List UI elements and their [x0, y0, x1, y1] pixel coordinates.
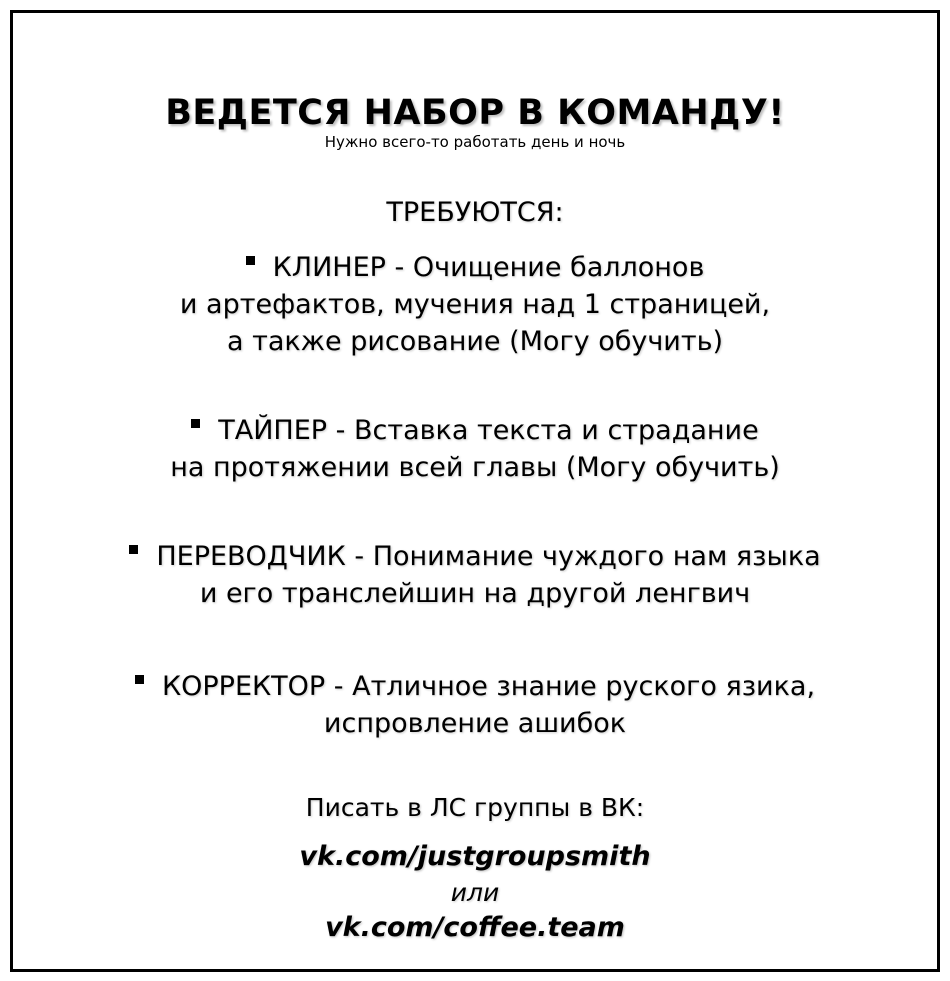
- role-cleaner-name: КЛИНЕР: [272, 252, 386, 283]
- role-typer-desc1: - Вставка текста и страдание: [327, 415, 759, 446]
- contact-label: Писать в ЛС группы в ВК:: [305, 793, 645, 822]
- role-cleaner-line1: [13, 249, 937, 286]
- role-proofreader-line1: [13, 668, 937, 705]
- role-cleaner: [13, 249, 937, 360]
- role-translator-name: ПЕРЕВОДЧИК: [156, 541, 346, 572]
- role-translator-desc2: и его транслейшин на другой ленгвич: [199, 578, 751, 609]
- role-translator: [13, 538, 937, 612]
- bullet-icon: [129, 545, 138, 554]
- bullet-icon: [246, 256, 255, 265]
- role-cleaner-desc2: и артефактов, мучения над 1 страницей,: [179, 289, 771, 320]
- page-subtitle: Нужно всего-то работать день и ночь: [324, 133, 626, 151]
- bullet-icon: [191, 419, 200, 428]
- page-title: ВЕДЕТСЯ НАБОР В КОМАНДУ!: [165, 93, 785, 133]
- role-cleaner-desc1: - Очищение баллонов: [385, 252, 705, 283]
- role-typer: [13, 412, 937, 486]
- role-proofreader: [13, 668, 937, 742]
- role-typer-name: ТАЙПЕР: [218, 415, 328, 446]
- role-cleaner-desc3: а также рисование (Могу обучить): [226, 326, 724, 357]
- role-translator-line1: [13, 538, 937, 575]
- role-proofreader-name: КОРРЕКТОР: [161, 671, 326, 702]
- bullet-icon: [135, 675, 144, 684]
- vk-link-coffee-team[interactable]: vk.com/coffee.team: [325, 912, 625, 943]
- role-proofreader-desc1: - Атличное знание руского язика,: [325, 671, 816, 702]
- or-separator: или: [450, 878, 500, 907]
- vk-link-justgroupsmith[interactable]: vk.com/justgroupsmith: [299, 841, 651, 872]
- role-proofreader-desc2: испровление ашибок: [323, 708, 627, 739]
- poster-frame: [10, 10, 940, 972]
- required-heading: ТРЕБУЮТСЯ:: [386, 197, 564, 228]
- role-typer-line1: [13, 412, 937, 449]
- role-translator-desc1: - Понимание чуждого нам языка: [345, 541, 821, 572]
- role-typer-desc2: на протяжении всей главы (Могу обучить): [170, 452, 780, 483]
